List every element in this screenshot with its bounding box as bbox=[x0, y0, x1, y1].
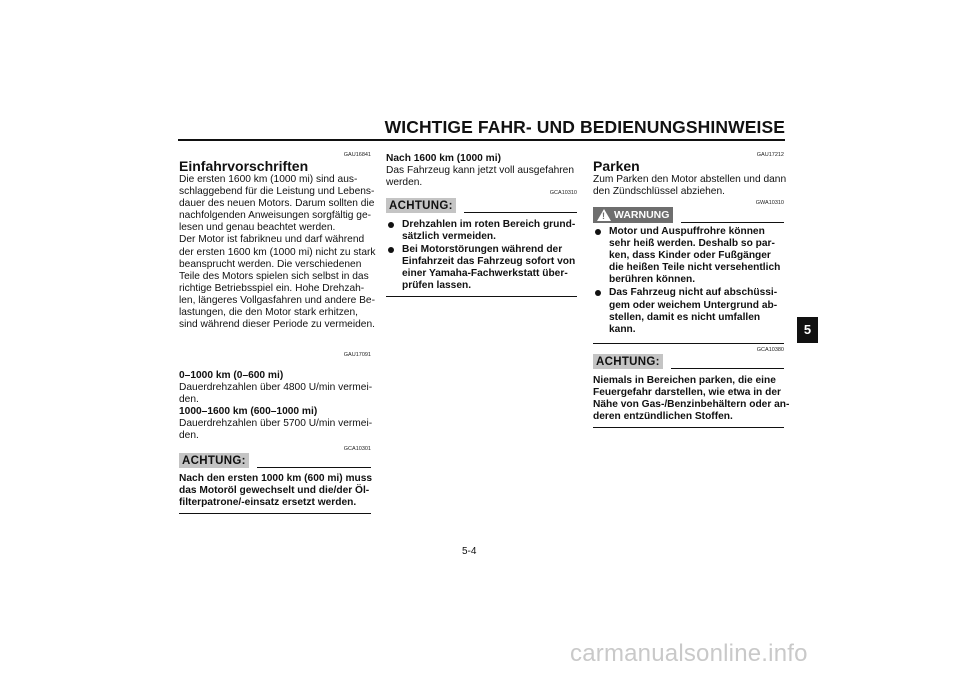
parken-paragraph: Zum Parken den Motor abstellen und dann den Zündschlüssel abziehen. bbox=[593, 174, 787, 198]
bullet-icon bbox=[388, 247, 394, 253]
list-item: Drehzahlen im roten Bereich grund- sätzlich vermeiden. bbox=[386, 219, 575, 243]
chapter-tab: 5 bbox=[797, 317, 818, 343]
page-title: WICHTIGE FAHR- UND BEDIENUNGSHINWEISE bbox=[384, 117, 785, 137]
section-code: GAU17212 bbox=[756, 152, 784, 158]
caution-label: ACHTUNG: bbox=[179, 453, 249, 468]
caution-text: Nach den ersten 1000 km (600 mi) muss das Motoröl gewechselt und die/der Öl- filterpatrone/-einsatz ersetzt werden. bbox=[179, 473, 373, 509]
section-heading-einfahrvorschriften: Einfahrvorschriften bbox=[179, 158, 309, 174]
caution-code: GCA10301 bbox=[343, 446, 371, 452]
page-number: 5-4 bbox=[462, 546, 477, 557]
caution-header bbox=[386, 198, 577, 213]
warning-label-box: ! WARNUNG bbox=[593, 207, 673, 223]
after-1600-block: Nach 1600 km (1000 mi) Das Fahrzeug kann jetzt voll ausgefahren werden. bbox=[386, 153, 575, 189]
caution-end-rule bbox=[179, 513, 371, 514]
caution-label: ACHTUNG: bbox=[386, 198, 456, 213]
caution-header bbox=[593, 354, 784, 369]
warning-triangle-icon: ! bbox=[597, 209, 611, 221]
warning-line bbox=[681, 222, 784, 223]
caution-text: Niemals in Bereichen parken, die eine Feuergefahr darstellen, wie etwa in der Nähe von Gas-/Benzinbehältern oder an- deren entzündlichen Stoffen. bbox=[593, 375, 790, 423]
caution-line bbox=[671, 368, 784, 369]
caution-bullet-list bbox=[386, 219, 575, 293]
section-heading-parken: Parken bbox=[593, 158, 640, 174]
caution-header bbox=[179, 453, 371, 468]
bullet-icon bbox=[595, 290, 601, 296]
caution-end-rule bbox=[386, 296, 577, 297]
list-item: Das Fahrzeug nicht auf abschüssi- gem oder weichem Untergrund ab- stellen, damit es nicht umfallen kann. bbox=[593, 287, 780, 335]
warning-end-rule bbox=[593, 343, 784, 344]
warning-code: GWA10310 bbox=[755, 200, 784, 206]
list-item: Bei Motorstörungen während der Einfahrzeit das Fahrzeug sofort von einer Yamaha-Fachwerkstatt über- prüfen lassen. bbox=[386, 244, 575, 292]
caution-line bbox=[464, 212, 577, 213]
section-code: GAU16841 bbox=[343, 152, 371, 158]
caution-label: ACHTUNG: bbox=[593, 354, 663, 369]
watermark: carmanualsonline.info bbox=[570, 640, 808, 667]
rpm-limits: 0–1000 km (0–600 mi) Dauerdrehzahlen über 4800 U/min vermei- den. 1000–1600 km (600–1000 mi) Dauerdrehzahlen über 5700 U/min vermei- den. bbox=[179, 370, 373, 442]
list-item: Motor und Auspuffrohre können sehr heiß werden. Deshalb so par- ken, dass Kinder oder Fußgänger die heißen Teile nicht versehentlich berühren können. bbox=[593, 226, 780, 286]
caution-line bbox=[257, 467, 371, 468]
header-rule bbox=[178, 139, 785, 141]
caution-end-rule bbox=[593, 427, 784, 428]
bullet-icon bbox=[388, 222, 394, 228]
bullet-icon bbox=[595, 229, 601, 235]
warning-bullet-list bbox=[593, 226, 780, 336]
section-code: GAU17091 bbox=[343, 352, 371, 358]
warning-header bbox=[593, 207, 784, 223]
caution-code: GCA10380 bbox=[756, 347, 784, 353]
caution-code: GCA10310 bbox=[549, 190, 577, 196]
einfahr-paragraph: Die ersten 1600 km (1000 mi) sind aus- schlaggebend für die Leistung und Lebens- dauer des neuen Motors. Darum sollten die nachfolgenden Anweisungen sorgfältig ge- lesen und genau beachtet werden. Der Motor ist fabrikneu und darf während der ersten 1600 km (1000 mi) nicht zu stark beansprucht werden. Die verschiedenen Teile des Motors spielen sich selbst in das richtige Betriebsspiel ein. Hohe Drehzah- len, längeres Vollgasfahren und andere Be- lastungen, die den Motor stark erhitzen, sind während dieser Periode zu vermeiden. bbox=[179, 174, 376, 331]
